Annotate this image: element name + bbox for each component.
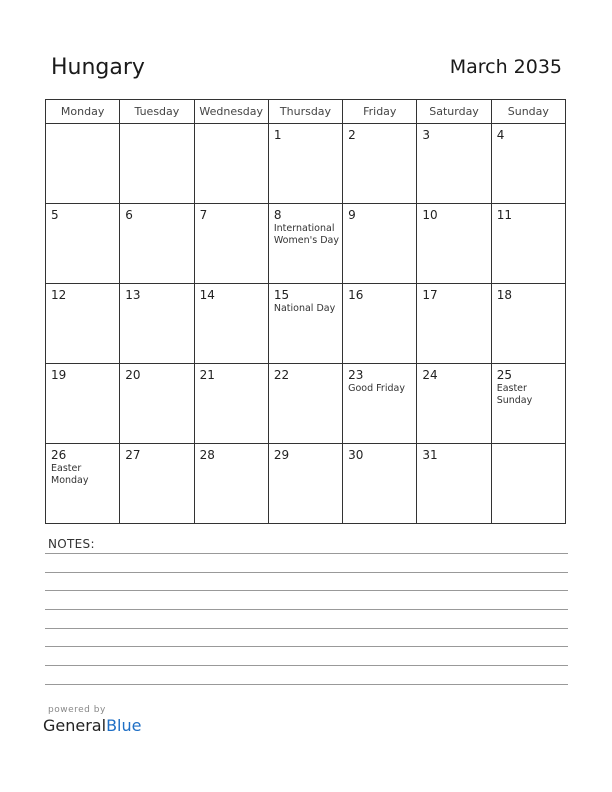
weekday-header: Tuesday bbox=[120, 100, 194, 124]
calendar-day-cell[interactable] bbox=[417, 204, 491, 284]
calendar-day-cell[interactable] bbox=[120, 444, 194, 524]
weekday-header: Friday bbox=[343, 100, 417, 124]
day-number: 25 bbox=[496, 368, 512, 382]
calendar-day-cell[interactable] bbox=[46, 124, 120, 204]
calendar-day-cell[interactable] bbox=[417, 444, 491, 524]
day-number: 24 bbox=[422, 368, 438, 382]
notes-line bbox=[45, 609, 568, 610]
day-number: 20 bbox=[125, 368, 141, 382]
weekday-header: Monday bbox=[46, 100, 120, 124]
logo-text-general: General bbox=[43, 716, 107, 735]
day-number: 23 bbox=[348, 368, 364, 382]
day-number: 19 bbox=[51, 368, 67, 382]
day-number: 31 bbox=[422, 448, 438, 462]
calendar-day-cell[interactable] bbox=[268, 284, 342, 364]
calendar-day-cell[interactable] bbox=[268, 444, 342, 524]
calendar-grid bbox=[45, 99, 566, 524]
generalblue-logo[interactable] bbox=[43, 716, 141, 735]
holiday-label: International Women's Day bbox=[273, 223, 339, 246]
weekday-header-row bbox=[46, 100, 566, 124]
calendar-month-title: March 2035 bbox=[449, 56, 562, 78]
calendar-day-cell[interactable] bbox=[491, 364, 565, 444]
calendar-day-cell[interactable] bbox=[417, 364, 491, 444]
calendar-day-cell[interactable] bbox=[343, 124, 417, 204]
weekday-header: Thursday bbox=[268, 100, 342, 124]
holiday-label: Good Friday bbox=[348, 383, 405, 394]
day-number: 26 bbox=[51, 448, 67, 462]
calendar-week-row bbox=[46, 444, 566, 524]
notes-line bbox=[45, 665, 568, 666]
day-number: 4 bbox=[496, 128, 505, 142]
holiday-label: Easter Sunday bbox=[496, 383, 533, 406]
calendar-week-row bbox=[46, 284, 566, 364]
calendar-day-cell[interactable] bbox=[194, 444, 268, 524]
calendar-day-cell[interactable] bbox=[343, 364, 417, 444]
day-number: 11 bbox=[496, 208, 512, 222]
powered-by-text: powered by bbox=[48, 705, 106, 715]
day-number: 1 bbox=[273, 128, 282, 142]
notes-line bbox=[45, 684, 568, 685]
day-number: 17 bbox=[422, 288, 438, 302]
day-number: 10 bbox=[422, 208, 438, 222]
calendar-day-cell[interactable] bbox=[268, 364, 342, 444]
weekday-header: Wednesday bbox=[194, 100, 268, 124]
day-number: 21 bbox=[199, 368, 215, 382]
calendar-day-cell[interactable] bbox=[46, 284, 120, 364]
notes-label: NOTES: bbox=[48, 537, 95, 551]
calendar-day-cell[interactable] bbox=[343, 284, 417, 364]
day-number: 28 bbox=[199, 448, 215, 462]
calendar-day-cell[interactable] bbox=[417, 124, 491, 204]
calendar-day-cell[interactable] bbox=[120, 204, 194, 284]
weekday-header: Sunday bbox=[491, 100, 565, 124]
holiday-label: Easter Monday bbox=[51, 463, 89, 486]
weekday-header: Saturday bbox=[417, 100, 491, 124]
notes-line bbox=[45, 646, 568, 647]
day-number: 27 bbox=[125, 448, 141, 462]
day-number: 16 bbox=[348, 288, 364, 302]
calendar-day-cell[interactable] bbox=[194, 204, 268, 284]
calendar-day-cell[interactable] bbox=[120, 364, 194, 444]
notes-line bbox=[45, 553, 568, 554]
calendar-day-cell[interactable] bbox=[417, 284, 491, 364]
day-number: 6 bbox=[125, 208, 133, 222]
day-number: 5 bbox=[51, 208, 59, 222]
calendar-country-title: Hungary bbox=[51, 55, 145, 80]
calendar-day-cell[interactable] bbox=[268, 124, 342, 204]
notes-line bbox=[45, 628, 568, 629]
day-number: 30 bbox=[348, 448, 364, 462]
calendar-day-cell[interactable] bbox=[46, 364, 120, 444]
calendar-day-cell[interactable] bbox=[491, 204, 565, 284]
day-number: 22 bbox=[273, 368, 290, 382]
calendar-day-cell[interactable] bbox=[268, 204, 342, 284]
calendar-day-cell[interactable] bbox=[194, 284, 268, 364]
notes-line bbox=[45, 572, 568, 573]
day-number: 8 bbox=[273, 208, 282, 222]
day-number: 15 bbox=[273, 288, 290, 302]
day-number: 9 bbox=[348, 208, 356, 222]
calendar-day-cell[interactable] bbox=[194, 364, 268, 444]
calendar-day-cell[interactable] bbox=[491, 124, 565, 204]
calendar-day-cell[interactable] bbox=[120, 284, 194, 364]
day-number: 14 bbox=[199, 288, 215, 302]
calendar-week-row bbox=[46, 124, 566, 204]
calendar-day-cell[interactable] bbox=[120, 124, 194, 204]
day-number: 13 bbox=[125, 288, 141, 302]
calendar-week-row bbox=[46, 204, 566, 284]
calendar-day-cell[interactable] bbox=[491, 444, 565, 524]
logo-text-blue: Blue bbox=[106, 716, 142, 735]
calendar-week-row bbox=[46, 364, 566, 444]
calendar-day-cell[interactable] bbox=[491, 284, 565, 364]
notes-line bbox=[45, 590, 568, 591]
calendar-day-cell[interactable] bbox=[46, 444, 120, 524]
calendar-day-cell[interactable] bbox=[343, 204, 417, 284]
day-number: 2 bbox=[348, 128, 356, 142]
calendar-day-cell[interactable] bbox=[194, 124, 268, 204]
calendar-day-cell[interactable] bbox=[46, 204, 120, 284]
holiday-label: National Day bbox=[273, 303, 336, 314]
day-number: 12 bbox=[51, 288, 67, 302]
day-number: 3 bbox=[422, 128, 431, 142]
calendar-day-cell[interactable] bbox=[343, 444, 417, 524]
day-number: 18 bbox=[496, 288, 512, 302]
day-number: 7 bbox=[199, 208, 208, 222]
day-number: 29 bbox=[273, 448, 290, 462]
